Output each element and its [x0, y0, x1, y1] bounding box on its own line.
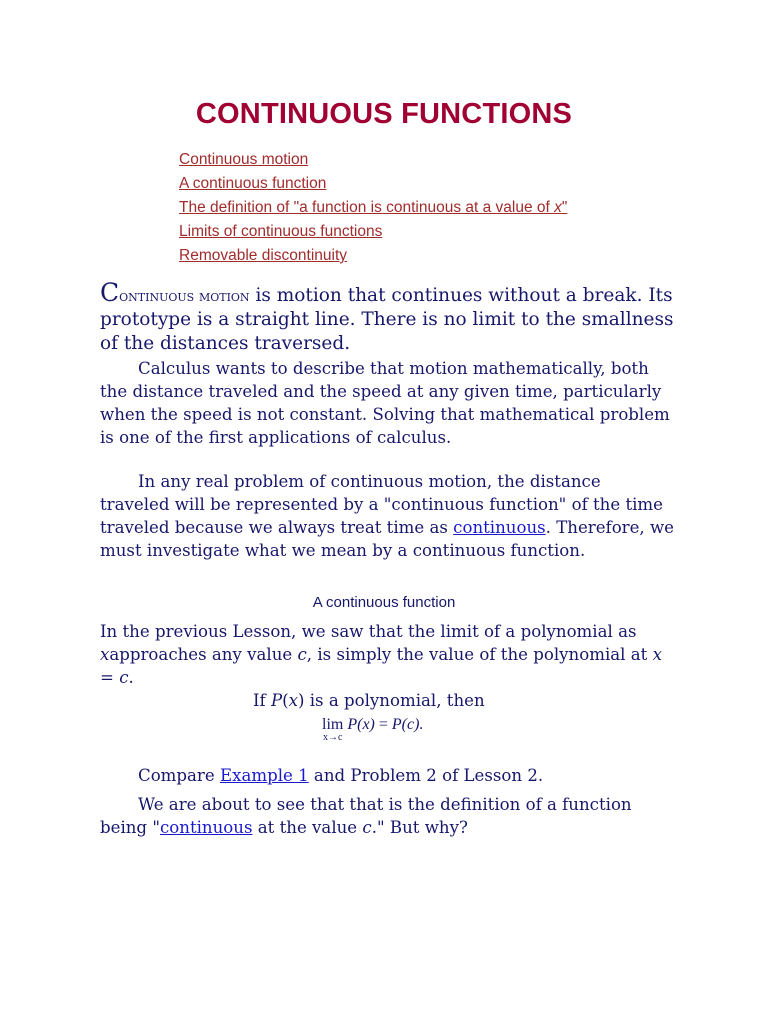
variable-c: c [297, 645, 307, 664]
paragraph-text: Compare [138, 766, 220, 785]
paragraph-text: approaches any value [109, 645, 298, 664]
paragraph-text: In the previous Lesson, we saw that the limit of a polynomial as [100, 622, 637, 641]
table-of-contents [179, 150, 567, 270]
toc-link-text-end: " [561, 199, 568, 216]
variable-p: P [270, 691, 283, 710]
variable-x: x [652, 645, 662, 664]
calculus-paragraph: Calculus wants to describe that motion mathematically, both the distance traveled and the speed at any given time, particularly when the speed is not constant. Solving that mathematical problem is one of the first applications of calculus. [100, 359, 670, 447]
polynomial-statement [253, 689, 653, 712]
formula-rhs: P(c). [391, 716, 424, 733]
limit-subscript: x→c [322, 732, 343, 743]
variable-x: x [288, 691, 298, 710]
variable-c: c [362, 818, 372, 837]
toc-link-definition[interactable] [179, 199, 567, 216]
paragraph-text: = [100, 668, 120, 687]
variable-x: x [100, 645, 110, 664]
paragraph-text: . Therefore, we must investigate what we mean by a continuous function. [100, 518, 675, 560]
toc-link-text: The definition of "a function is continuous at a value of [179, 199, 555, 216]
list-item [179, 246, 567, 270]
paragraph-text: ( [282, 691, 289, 710]
list-item [179, 198, 567, 222]
toc-link-variable: x [554, 199, 562, 216]
list-item [179, 174, 567, 198]
intro-paragraph [100, 278, 675, 356]
formula-lhs: P(x) [347, 716, 375, 733]
page-title: CONTINUOUS FUNCTIONS [195, 98, 573, 130]
paragraph-text: . [128, 668, 134, 687]
toc-link-removable-discontinuity[interactable]: Removable discontinuity [179, 247, 348, 264]
section-heading: A continuous function [312, 594, 456, 611]
paragraph-text: ." But why? [371, 818, 468, 837]
toc-link-limits[interactable]: Limits of continuous functions [179, 223, 383, 240]
paragraph-text: If [253, 691, 271, 710]
example-1-link[interactable]: Example 1 [219, 766, 309, 785]
list-item [179, 222, 567, 246]
toc-link-a-continuous-function[interactable]: A continuous function [179, 175, 327, 192]
paragraph-text: at the value [252, 818, 363, 837]
paragraph-text: In any real problem of continuous motion, the distance traveled will be represented by a "continuous function" of the time traveled because we always treat time as [100, 472, 663, 537]
limit-operator [322, 716, 343, 743]
formula-equals: = [374, 716, 392, 733]
variable-c: c [119, 668, 129, 687]
real-problem-paragraph [100, 470, 675, 562]
limit-formula [322, 716, 423, 743]
toc-link-continuous-motion[interactable]: Continuous motion [179, 151, 309, 168]
compare-paragraph [100, 764, 675, 787]
previous-lesson-paragraph [100, 620, 675, 689]
paragraph-text: ) is a polynomial, then [298, 691, 485, 710]
continuous-link[interactable]: continuous [453, 518, 546, 537]
small-caps-term: ontinuous motion [119, 287, 250, 305]
paragraph-text: , is simply the value of the polynomial at [306, 645, 653, 664]
paragraph-text: and Problem 2 of Lesson 2. [308, 766, 544, 785]
lim-text: lim [322, 716, 344, 733]
list-item [179, 150, 567, 174]
continuous-link[interactable]: continuous [159, 818, 253, 837]
drop-cap: C [100, 278, 120, 307]
paragraph-text: We are about to see that that is the definition of a function being " [100, 795, 632, 837]
definition-paragraph [100, 793, 675, 839]
intro-text: is motion that continues without a break. Its prototype is a straight line. There is no limit to the smallness of the distances traversed. [100, 285, 674, 354]
